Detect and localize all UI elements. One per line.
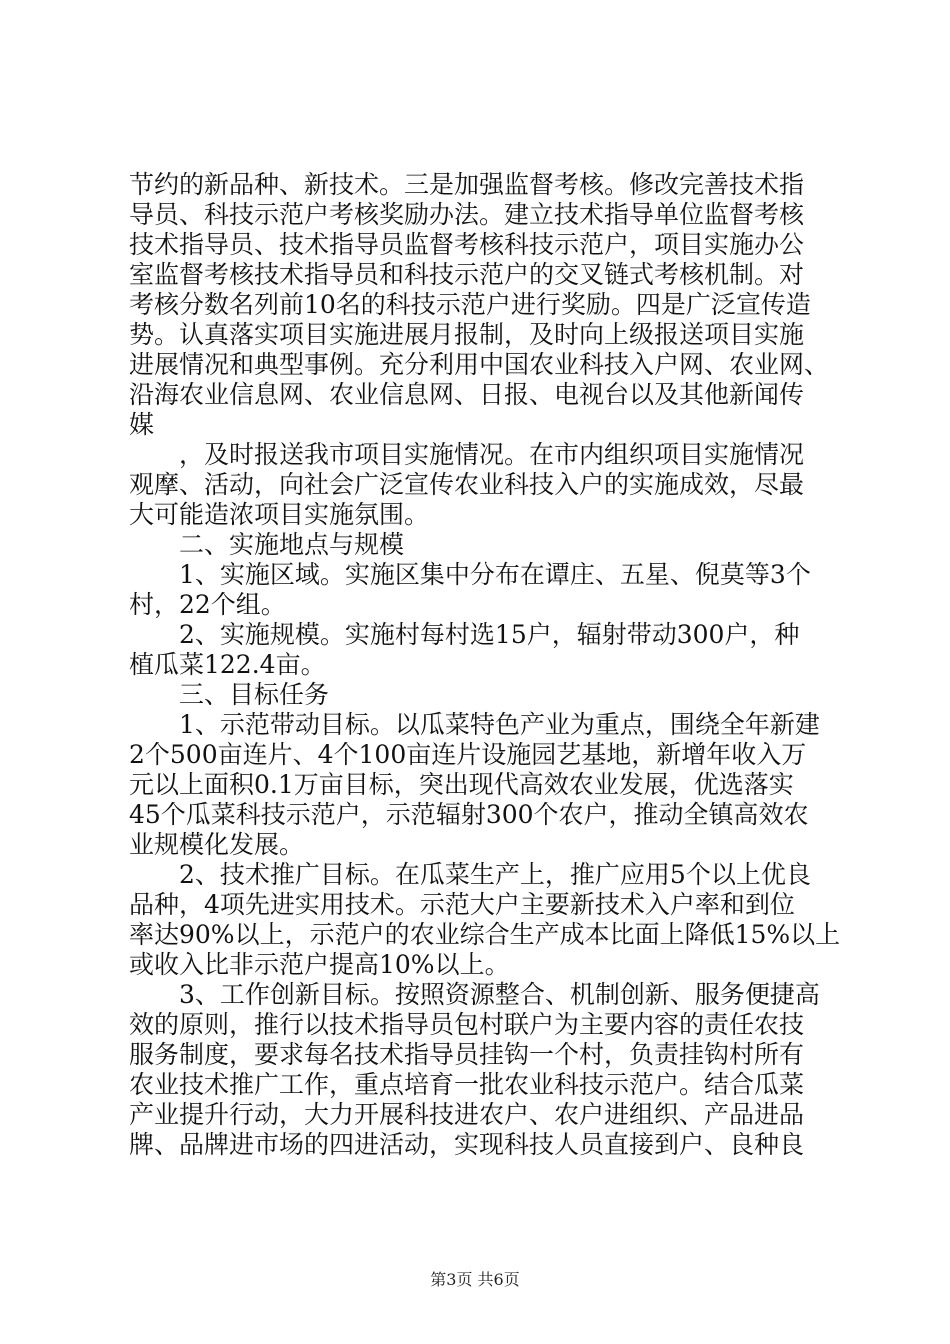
text-line: 农业技术推广工作，重点培育一批农业科技示范户。结合瓜菜 xyxy=(129,1070,805,1099)
text-line: 大可能造浓项目实施氛围。 xyxy=(129,500,430,529)
text-line: 1、示范带动目标。以瓜菜特色产业为重点，围绕全年新建 xyxy=(179,710,820,739)
text-line: 或收入比非示范户提高10%以上。 xyxy=(129,950,510,979)
text-line: 2、实施规模。实施村每村选15户，辐射带动300户，种 xyxy=(179,620,800,649)
text-line: 元以上面积0.1万亩目标，突出现代高效农业发展，优选落实 xyxy=(129,770,794,799)
text-line: 观摩、活动，向社会广泛宣传农业科技入户的实施成效，尽最 xyxy=(129,470,805,499)
text-line: 牌、品牌进市场的四进活动，实现科技人员直接到户、良种良 xyxy=(129,1130,805,1159)
text-line: 考核分数名列前10名的科技示范户进行奖励。四是广泛宣传造 xyxy=(129,290,811,319)
text-line: 植瓜菜122.4亩。 xyxy=(129,650,326,679)
text-line: ，及时报送我市项目实施情况。在市内组织项目实施情况 xyxy=(179,440,805,469)
section-heading: 三、目标任务 xyxy=(179,680,330,709)
text-line: 村，22个组。 xyxy=(129,590,286,619)
text-line: 2个500亩连片、4个100亩连片设施园艺基地，新增年收入万 xyxy=(129,740,807,769)
page-number-footer: 第3页 共6页 xyxy=(430,1270,520,1289)
section-heading: 二、实施地点与规模 xyxy=(179,530,405,559)
text-line: 服务制度，要求每名技术指导员挂钩一个村，负责挂钩村所有 xyxy=(129,1040,805,1069)
text-line: 2、技术推广目标。在瓜菜生产上，推广应用5个以上优良 xyxy=(179,860,811,889)
text-line: 节约的新品种、新技术。三是加强监督考核。修改完善技术指 xyxy=(129,170,805,199)
document-body xyxy=(129,170,841,1160)
text-line: 品种，4项先进实用技术。示范大户主要新技术入户率和到位 xyxy=(129,890,795,919)
text-line: 1、实施区域。实施区集中分布在谭庄、五星、倪莫等3个 xyxy=(179,560,811,589)
text-line: 进展情况和典型事例。充分利用中国农业科技入户网、农业网、 xyxy=(129,350,830,379)
text-line: 45个瓜菜科技示范户，示范辐射300个农户，推动全镇高效农 xyxy=(129,800,809,829)
text-line: 媒 xyxy=(129,410,155,439)
text-line: 效的原则，推行以技术指导员包村联户为主要内容的责任农技 xyxy=(129,1010,805,1039)
text-line: 技术指导员、技术指导员监督考核科技示范户，项目实施办公 xyxy=(129,230,805,259)
text-line: 导员、科技示范户考核奖励办法。建立技术指导单位监督考核 xyxy=(129,200,805,229)
text-line: 业规模化发展。 xyxy=(129,830,305,859)
text-line: 3、工作创新目标。按照资源整合、机制创新、服务便捷高 xyxy=(179,980,820,1009)
text-line: 产业提升行动，大力开展科技进农户、农户进组织、产品进品 xyxy=(129,1100,805,1129)
text-line: 室监督考核技术指导员和科技示范户的交叉链式考核机制。对 xyxy=(129,260,805,289)
text-line: 沿海农业信息网、农业信息网、日报、电视台以及其他新闻传 xyxy=(129,380,805,409)
text-line: 势。认真落实项目实施进展月报制，及时向上级报送项目实施 xyxy=(129,320,805,349)
text-line: 率达90%以上，示范户的农业综合生产成本比面上降低15%以上 xyxy=(129,920,841,949)
